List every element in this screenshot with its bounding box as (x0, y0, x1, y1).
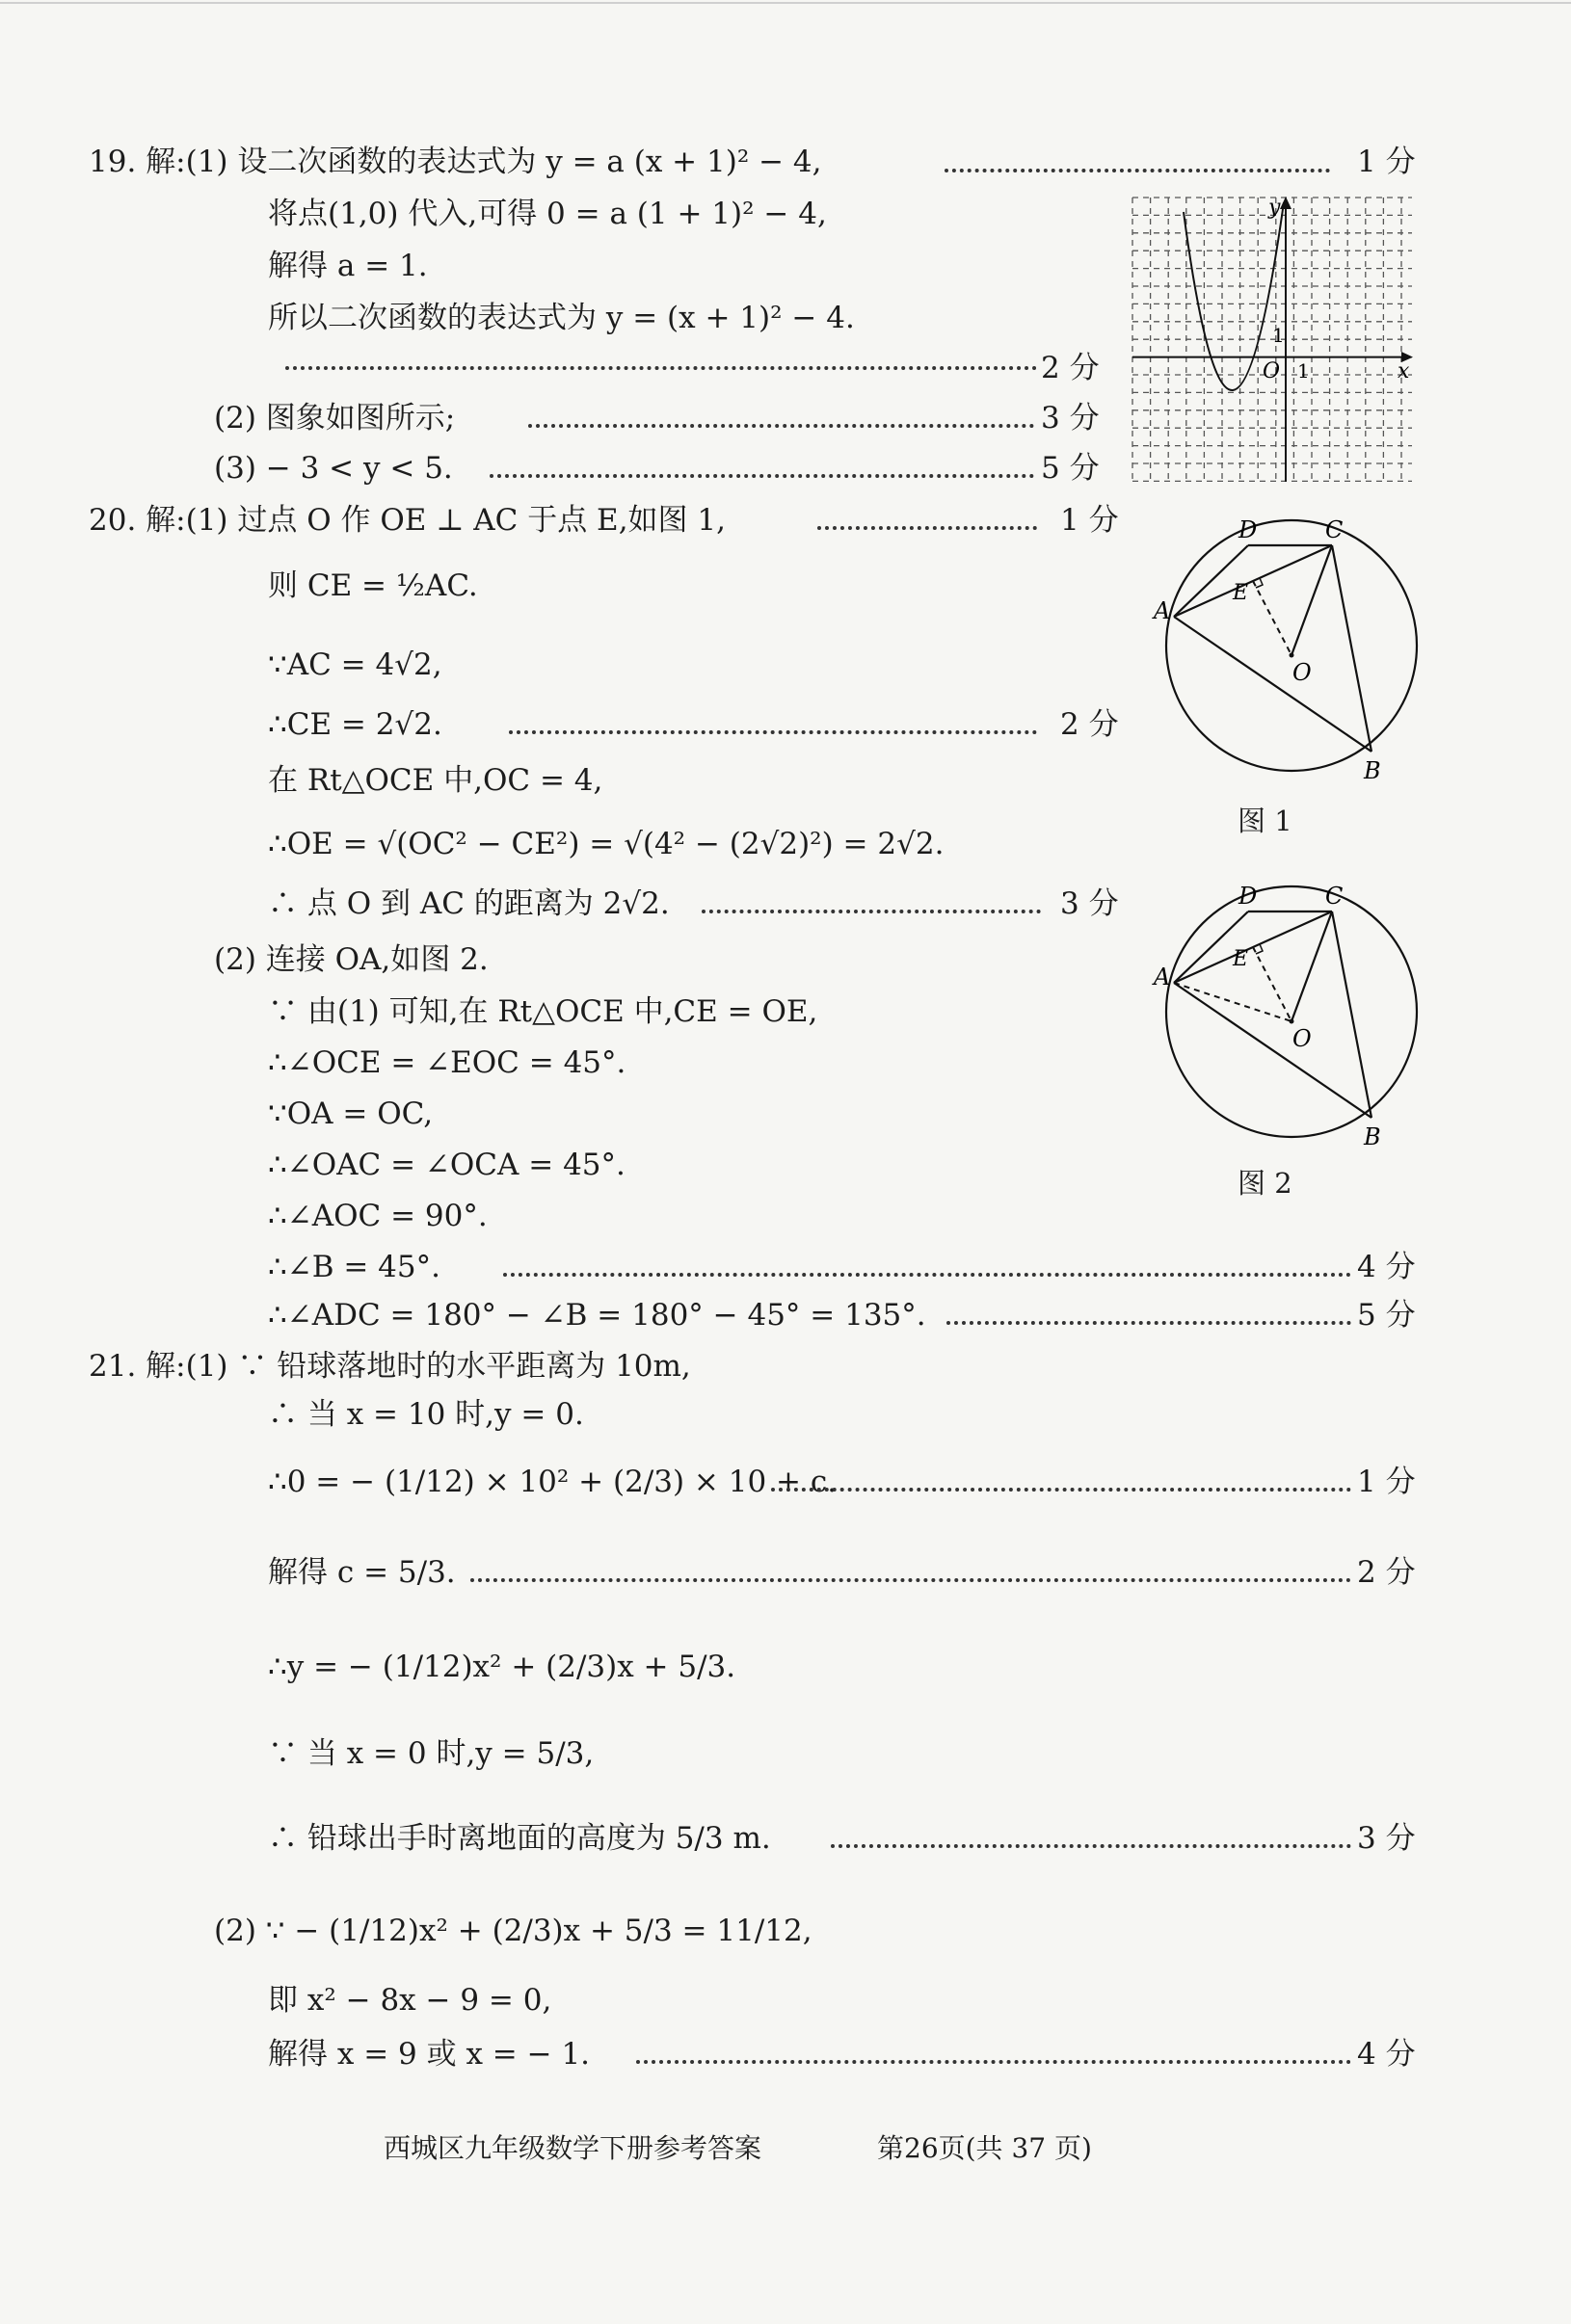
leader-dots (470, 1578, 1351, 1582)
segment-oe (1253, 581, 1291, 655)
q20-line-14: ∴∠B = 45°. (268, 1250, 440, 1284)
leader-dots (509, 730, 1037, 734)
leader-dots (771, 1488, 1351, 1492)
q20-score-2: 2 分 (1060, 707, 1119, 742)
leader-dots (285, 366, 1037, 370)
leader-dots (817, 526, 1037, 530)
footer-title: 西城区九年级数学下册参考答案 (384, 2132, 762, 2164)
q19-score-1: 1 分 (1357, 145, 1416, 179)
q20-score-1: 1 分 (1060, 503, 1119, 538)
figure-1-caption: 图 1 (1238, 805, 1292, 837)
q20-line-9: ∵ 由(1) 可知,在 Rt△OCE 中,CE = OE, (268, 994, 818, 1029)
label-e: E (1233, 581, 1249, 605)
q20-line-4: ∴CE = 2√2. (268, 707, 442, 742)
center-dot (1290, 1019, 1294, 1024)
q19-line-4: 所以二次函数的表达式为 y = (x + 1)² − 4. (268, 301, 855, 335)
q19-line-5: (2) 图象如图所示; (214, 401, 456, 436)
q19-line-2: 将点(1,0) 代入,可得 0 = a (1 + 1)² − 4, (268, 197, 827, 231)
label-d: D (1238, 516, 1258, 543)
q21-line-7: ∴ 铅球出手时离地面的高度为 5/3 m. (268, 1821, 771, 1856)
origin-label: O (1263, 359, 1281, 383)
q20-line-1: 20. 解:(1) 过点 O 作 OE ⊥ AC 于点 E,如图 1, (89, 503, 726, 538)
q19-line-3: 解得 a = 1. (268, 249, 428, 283)
label-b: B (1364, 1123, 1381, 1150)
q20-line-10: ∴∠OCE = ∠EOC = 45°. (268, 1045, 626, 1080)
footer-page-number: 第26页(共 37 页) (877, 2132, 1092, 2164)
circle-outline (1166, 520, 1417, 771)
label-a: A (1154, 597, 1171, 624)
q21-line-9: 即 x² − 8x − 9 = 0, (268, 1983, 552, 2018)
q21-score-4: 4 分 (1357, 2037, 1416, 2072)
label-o: O (1292, 659, 1312, 686)
y-axis-label: y (1268, 196, 1281, 220)
q20-line-15: ∴∠ADC = 180° − ∠B = 180° − 45° = 135°. (268, 1298, 926, 1333)
q21-line-5: ∴y = − (1/12)x² + (2/3)x + 5/3. (268, 1650, 736, 1684)
q20-score-5: 5 分 (1357, 1298, 1416, 1333)
leader-dots (490, 474, 1034, 478)
leader-dots (503, 1273, 1351, 1277)
leader-dots (702, 910, 1041, 913)
x-axis-label: x (1398, 359, 1410, 383)
q21-score-3: 3 分 (1357, 1821, 1416, 1856)
chord-cb (1332, 545, 1371, 752)
leader-dots (528, 424, 1034, 428)
x-unit-label: 1 (1297, 359, 1310, 383)
label-b: B (1364, 757, 1381, 784)
q20-line-5: 在 Rt△OCE 中,OC = 4, (268, 763, 603, 798)
q21-line-10: 解得 x = 9 或 x = − 1. (268, 2037, 591, 2072)
q20-line-7: ∴ 点 O 到 AC 的距离为 2√2. (268, 886, 670, 921)
q19-score-3: 3 分 (1041, 401, 1100, 436)
q21-score-2: 2 分 (1357, 1555, 1416, 1590)
q20-line-11: ∵OA = OC, (268, 1096, 434, 1131)
q20-line-13: ∴∠AOC = 90°. (268, 1199, 488, 1233)
q21-line-2: ∴ 当 x = 10 时,y = 0. (268, 1397, 584, 1432)
label-o: O (1292, 1025, 1312, 1052)
q21-score-1: 1 分 (1357, 1465, 1416, 1499)
y-axis-arrow (1280, 197, 1291, 209)
q21-line-4: 解得 c = 5/3. (268, 1555, 456, 1590)
q21-line-6: ∵ 当 x = 0 时,y = 5/3, (268, 1736, 595, 1771)
y-unit-label: 1 (1272, 324, 1285, 347)
label-e: E (1233, 947, 1249, 971)
top-border (0, 2, 1571, 4)
q21-line-8: (2) ∵ − (1/12)x² + (2/3)x + 5/3 = 11/12, (214, 1914, 812, 1948)
label-c: C (1325, 883, 1344, 910)
q20-line-2: 则 CE = ½AC. (268, 568, 478, 603)
leader-dots (946, 1321, 1351, 1325)
circle-figure-2 (1152, 877, 1431, 1156)
figure-2-caption: 图 2 (1238, 1167, 1292, 1200)
q20-line-12: ∴∠OAC = ∠OCA = 45°. (268, 1148, 626, 1182)
q20-line-6: ∴OE = √(OC² − CE²) = √(4² − (2√2)²) = 2√2. (268, 827, 945, 861)
parabola-graph (1128, 193, 1417, 487)
label-a: A (1154, 964, 1171, 990)
circle-figure-1 (1152, 511, 1431, 790)
q21-line-3: ∴0 = − (1/12) × 10² + (2/3) × 10 + c. (268, 1465, 838, 1499)
leader-dots (636, 2060, 1351, 2064)
leader-dots (945, 169, 1330, 172)
q20-score-4: 4 分 (1357, 1250, 1416, 1284)
q19-line-1: 19. 解:(1) 设二次函数的表达式为 y = a (x + 1)² − 4, (89, 145, 822, 179)
circle-outline (1166, 886, 1417, 1137)
chord-cb (1332, 911, 1371, 1118)
label-d: D (1238, 883, 1258, 910)
center-dot (1290, 653, 1294, 658)
q21-line-1: 21. 解:(1) ∵ 铅球落地时的水平距离为 10m, (89, 1349, 691, 1384)
label-c: C (1325, 516, 1344, 543)
q19-score-4: 5 分 (1041, 451, 1100, 486)
q20-line-3: ∵AC = 4√2, (268, 647, 442, 682)
q20-score-3: 3 分 (1060, 886, 1119, 921)
chord-ab (1174, 617, 1371, 752)
q20-line-8: (2) 连接 OA,如图 2. (214, 942, 489, 977)
q19-score-2: 2 分 (1041, 351, 1100, 385)
leader-dots (831, 1844, 1351, 1848)
chord-ab (1174, 983, 1371, 1118)
q19-line-6: (3) − 3 < y < 5. (214, 451, 453, 486)
